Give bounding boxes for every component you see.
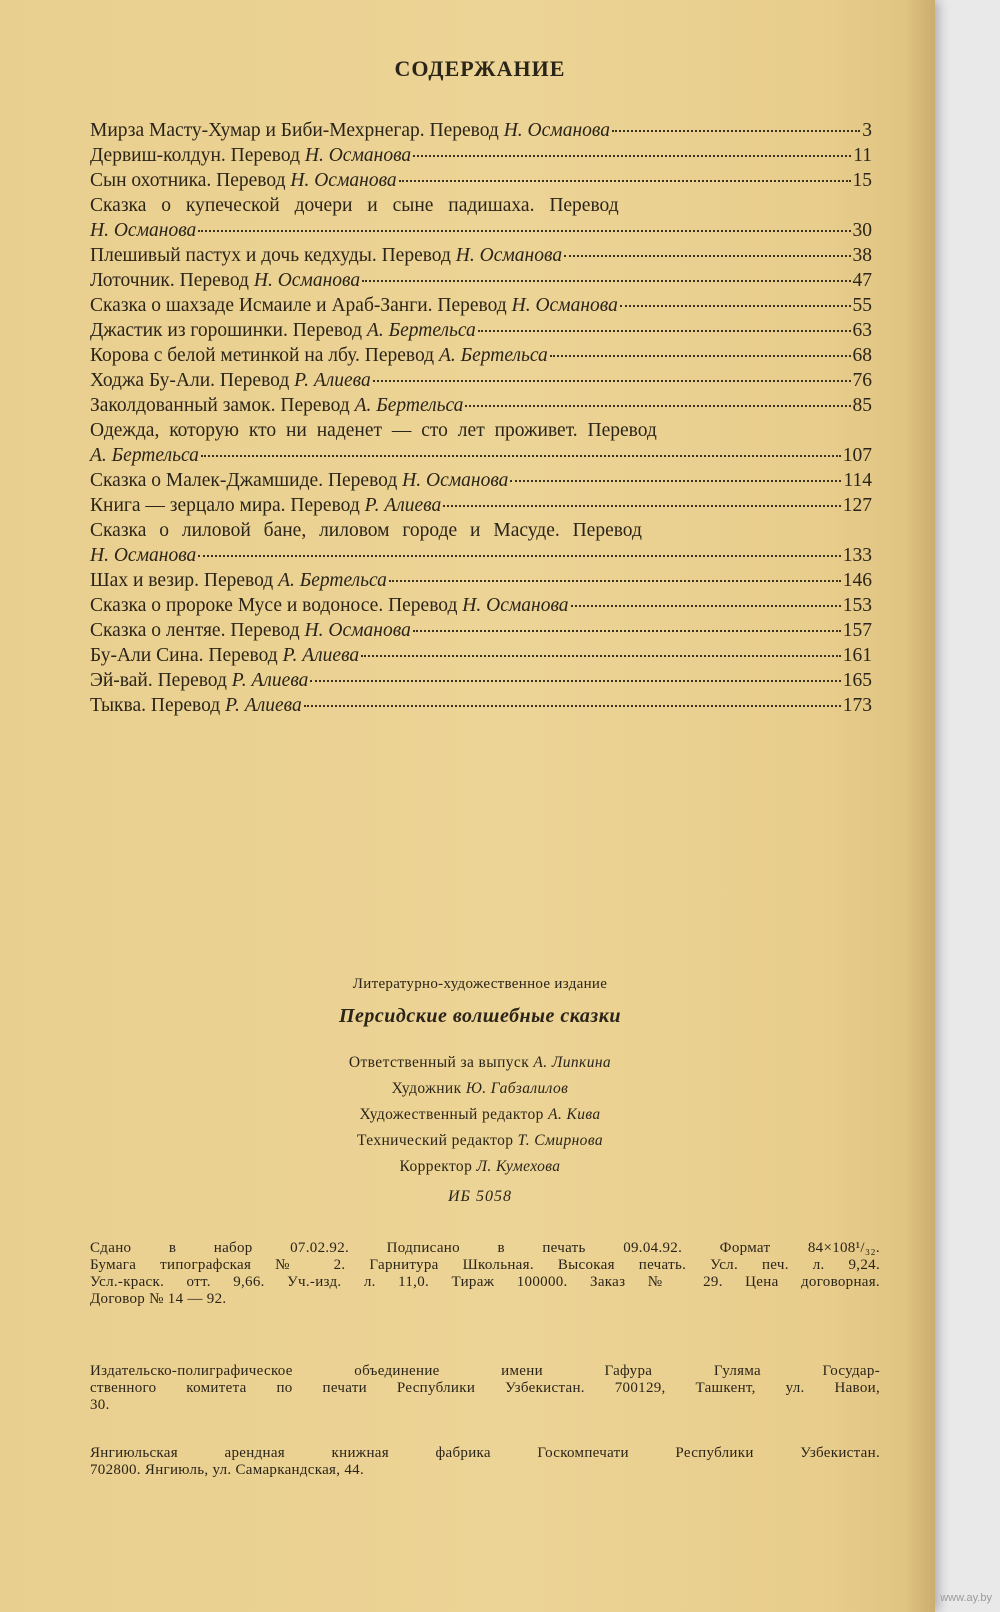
- toc-entry-title: Тыква. Перевод: [90, 695, 226, 716]
- credit-line: [0, 1154, 960, 1180]
- toc-entry-continuation: [90, 443, 872, 468]
- toc-entry: [90, 518, 872, 543]
- credit-role: Технический редактор: [356, 1132, 518, 1149]
- toc-entry: [90, 618, 872, 643]
- toc-entry-page: 11: [853, 145, 872, 166]
- toc-entry-page: 157: [842, 620, 872, 641]
- toc-entry-translator: Н. Османова: [455, 245, 563, 266]
- toc-entry: [90, 118, 872, 143]
- toc-entry-translator: Н. Османова: [290, 170, 397, 191]
- credit-name: А. Липкина: [533, 1054, 612, 1071]
- credit-name: А. Кива: [548, 1106, 601, 1123]
- toc-entry: [90, 268, 872, 293]
- credit-name: Т. Смирнова: [517, 1132, 604, 1149]
- toc-entry-translator: Р. Алиева: [294, 370, 371, 391]
- toc-entry-title: Эй-вай. Перевод: [90, 670, 232, 691]
- toc-entry-page: 133: [842, 545, 872, 566]
- toc-entry-title: Сын охотника. Перевод: [90, 170, 291, 191]
- credit-role: Корректор: [399, 1158, 477, 1175]
- toc-entry: [90, 593, 872, 618]
- toc-entry: [90, 243, 872, 268]
- credit-name: Ю. Габзалилов: [465, 1080, 569, 1097]
- toc-entry-translator: Н. Османова: [503, 120, 610, 141]
- print-details-line: Сдано в набор 07.02.92. Подписано в печать 09.04.92. Формат 84×108¹/₃₂.: [90, 1240, 880, 1256]
- ib-number: ИБ 5058: [448, 1188, 512, 1205]
- printer-line: Янгиюльская арендная книжная фабрика Госкомпечати Республики Узбекистан.: [90, 1445, 880, 1461]
- toc-entry: [90, 343, 872, 368]
- toc-entry-continuation: [90, 543, 872, 568]
- toc-entry-translator: Р. Алиева: [225, 695, 302, 716]
- publisher-info: [90, 1363, 880, 1414]
- toc-entry-title: Бу-Али Сина. Перевод: [90, 645, 283, 666]
- toc-entry-page: 3: [862, 120, 872, 141]
- edition-kind: Литературно-художественное издание: [352, 976, 608, 992]
- toc-entry-page: 55: [852, 295, 872, 316]
- toc-entry-page: 15: [852, 170, 872, 191]
- toc-entry-title: Сказка о лентяе. Перевод: [90, 620, 305, 641]
- toc-entry-page: 85: [852, 395, 872, 416]
- publisher-line: 30.: [90, 1397, 110, 1413]
- credit-name: Л. Кумехова: [476, 1158, 561, 1175]
- toc-entry: [90, 668, 872, 693]
- toc-entry: [90, 643, 872, 668]
- toc-entry-title: Мирза Масту-Хумар и Биби-Мехрнегар. Перевод: [90, 120, 504, 141]
- toc-entry-translator: А. Бертельса: [438, 345, 548, 366]
- table-of-contents: [90, 118, 872, 718]
- toc-entry-title: Дервиш-колдун. Перевод: [90, 145, 305, 166]
- toc-entry-title: Сказка о пророке Мусе и водоносе. Перевод: [90, 595, 463, 616]
- toc-entry: [90, 693, 872, 718]
- toc-entry-page: 161: [842, 645, 872, 666]
- toc-entry-page: 165: [842, 670, 872, 691]
- toc-entry-title: Сказка о шахзаде Исмаиле и Араб-Занги. Перевод: [90, 295, 512, 316]
- toc-entry-translator: Р. Алиева: [364, 495, 442, 516]
- toc-entry-title: Заколдованный замок. Перевод: [90, 395, 355, 416]
- toc-entry-page: 107: [842, 445, 872, 466]
- toc-entry-page: 30: [852, 220, 872, 241]
- toc-entry-title: Сказка о Малек-Джамшиде. Перевод: [90, 470, 403, 491]
- printer-info: [90, 1445, 880, 1479]
- toc-entry: [90, 168, 872, 193]
- toc-entry: [90, 293, 872, 318]
- toc-entry: [90, 568, 872, 593]
- toc-entry-translator: А. Бертельса: [354, 395, 464, 416]
- publisher-line: ственного комитета по печати Республики Узбекистан. 700129, Ташкент, ул. Навои,: [90, 1380, 880, 1396]
- credit-line: [0, 1102, 960, 1128]
- toc-entry-translator: Н. Османова: [304, 620, 411, 641]
- toc-entry-translator: Н. Османова: [462, 595, 569, 616]
- toc-entry-translator: А. Бертельса: [90, 445, 199, 466]
- toc-entry-title: Сказка о лиловой бане, лиловом городе и Масуде. Перевод: [90, 520, 642, 541]
- toc-entry: [90, 193, 872, 218]
- toc-entry-title: Джастик из горошинки. Перевод: [90, 320, 367, 341]
- credit-line: [0, 1076, 960, 1102]
- toc-entry-page: 114: [843, 470, 872, 491]
- toc-entry-page: 38: [852, 245, 872, 266]
- print-details-line: Бумага типографская № 2. Гарнитура Школьная. Высокая печать. Усл. печ. л. 9,24.: [90, 1257, 880, 1273]
- toc-entry-translator: А. Бертельса: [278, 570, 387, 591]
- toc-entry-page: 127: [842, 495, 872, 516]
- toc-entry-translator: Н. Османова: [90, 220, 197, 241]
- toc-entry-continuation: [90, 218, 872, 243]
- imprint: [0, 976, 960, 1206]
- toc-entry-title: Сказка о купеческой дочери и сыне падишаха. Перевод: [90, 195, 619, 216]
- toc-entry-page: 173: [842, 695, 872, 716]
- toc-entry-title: Книга — зерцало мира. Перевод: [90, 495, 365, 516]
- credit-line: [0, 1050, 960, 1076]
- toc-entry-title: Корова с белой метинкой на лбу. Перевод: [90, 345, 439, 366]
- page-edge-shadow: [905, 0, 935, 1612]
- toc-entry: [90, 418, 872, 443]
- toc-entry-translator: Н. Османова: [90, 545, 197, 566]
- credits: [0, 1050, 960, 1180]
- toc-entry: [90, 143, 872, 168]
- print-details: [90, 1240, 880, 1308]
- credit-role: Ответственный за выпуск: [348, 1054, 534, 1071]
- toc-entry-page: 153: [842, 595, 872, 616]
- toc-entry: [90, 368, 872, 393]
- toc-entry-title: Шах и везир. Перевод: [90, 570, 279, 591]
- toc-entry-page: 76: [852, 370, 872, 391]
- toc-entry: [90, 393, 872, 418]
- credit-line: [0, 1128, 960, 1154]
- toc-entry: [90, 493, 872, 518]
- toc-entry-translator: А. Бертельса: [366, 320, 476, 341]
- toc-entry-translator: Н. Османова: [253, 270, 361, 291]
- toc-entry-title: Одежда, которую кто ни наденет — сто лет проживет. Перевод: [90, 420, 657, 441]
- toc-entry-translator: Н. Османова: [402, 470, 509, 491]
- credit-role: Художник: [391, 1080, 466, 1097]
- toc-entry-page: 68: [852, 345, 872, 366]
- toc-title: СОДЕРЖАНИЕ: [394, 56, 566, 81]
- toc-entry-page: 146: [842, 570, 872, 591]
- toc-entry-title: Ходжа Бу-Али. Перевод: [90, 370, 295, 391]
- toc-entry-page: 63: [852, 320, 872, 341]
- print-details-line: Усл.-краск. отт. 9,66. Уч.-изд. л. 11,0. Тираж 100000. Заказ № 29. Цена договорная.: [90, 1274, 880, 1290]
- publisher-line: Издательско-полиграфическое объединение имени Гафура Гуляма Государ-: [90, 1363, 880, 1379]
- toc-entry-translator: Р. Алиева: [231, 670, 309, 691]
- toc-entry-translator: Н. Османова: [304, 145, 412, 166]
- toc-entry-title: Плешивый пастух и дочь кедхуды. Перевод: [90, 245, 456, 266]
- credit-role: Художественный редактор: [359, 1106, 549, 1123]
- toc-entry-title: Лоточник. Перевод: [90, 270, 254, 291]
- site-watermark: www.ay.by: [940, 1592, 992, 1604]
- toc-entry-translator: Н. Османова: [511, 295, 618, 316]
- toc-entry-page: 47: [852, 270, 872, 291]
- toc-entry: [90, 318, 872, 343]
- print-details-line: Договор № 14 — 92.: [90, 1291, 227, 1307]
- toc-entry: [90, 468, 872, 493]
- toc-entry-translator: Р. Алиева: [282, 645, 360, 666]
- printer-line: 702800. Янгиюль, ул. Самаркандская, 44.: [90, 1462, 365, 1478]
- book-title: Персидские волшебные сказки: [339, 1005, 621, 1027]
